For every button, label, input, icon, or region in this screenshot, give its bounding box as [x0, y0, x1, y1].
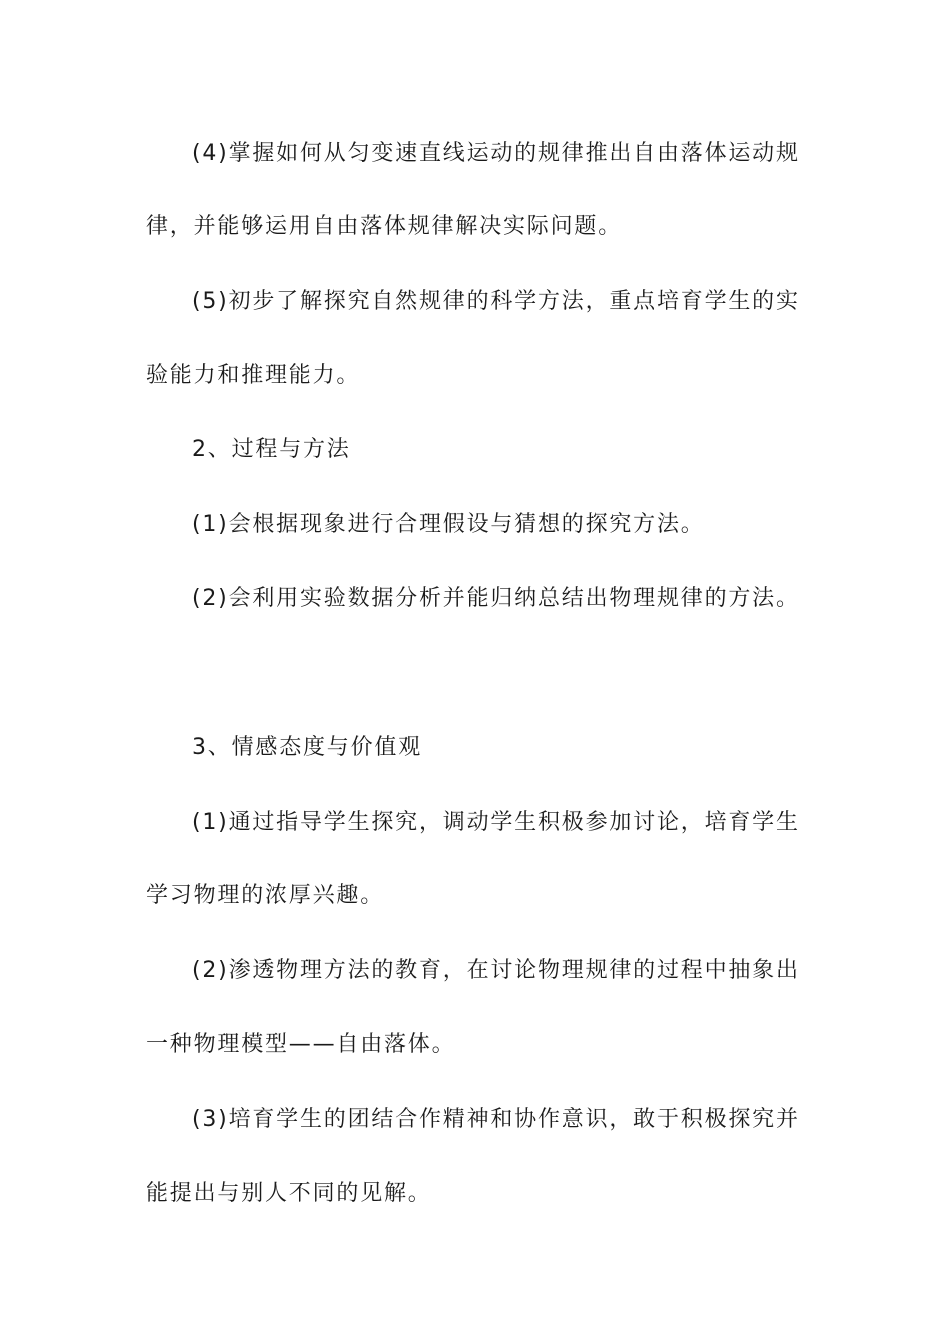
paragraph-line: (2)渗透物理方法的教育，在讨论物理规律的过程中抽象出 — [192, 958, 800, 983]
section-heading: 2、过程与方法 — [192, 437, 351, 462]
paragraph-line: (4)掌握如何从匀变速直线运动的规律推出自由落体运动规 — [192, 141, 800, 166]
paragraph-line: 律，并能够运用自由落体规律解决实际问题。 — [146, 214, 623, 239]
paragraph-line: 一种物理模型——自由落体。 — [146, 1032, 456, 1057]
paragraph-line: (1)通过指导学生探究，调动学生积极参加讨论，培育学生 — [192, 810, 800, 835]
paragraph-line: (2)会利用实验数据分析并能归纳总结出物理规律的方法。 — [192, 586, 800, 611]
paragraph-line: 验能力和推理能力。 — [146, 363, 361, 388]
paragraph-line: 学习物理的浓厚兴趣。 — [146, 883, 385, 908]
paragraph-line: 能提出与别人不同的见解。 — [146, 1181, 432, 1206]
paragraph-line: (1)会根据现象进行合理假设与猜想的探究方法。 — [192, 512, 705, 537]
paragraph-line: (3)培育学生的团结合作精神和协作意识，敢于积极探究并 — [192, 1107, 800, 1132]
section-heading: 3、情感态度与价值观 — [192, 735, 422, 760]
paragraph-line: (5)初步了解探究自然规律的科学方法，重点培育学生的实 — [192, 289, 800, 314]
